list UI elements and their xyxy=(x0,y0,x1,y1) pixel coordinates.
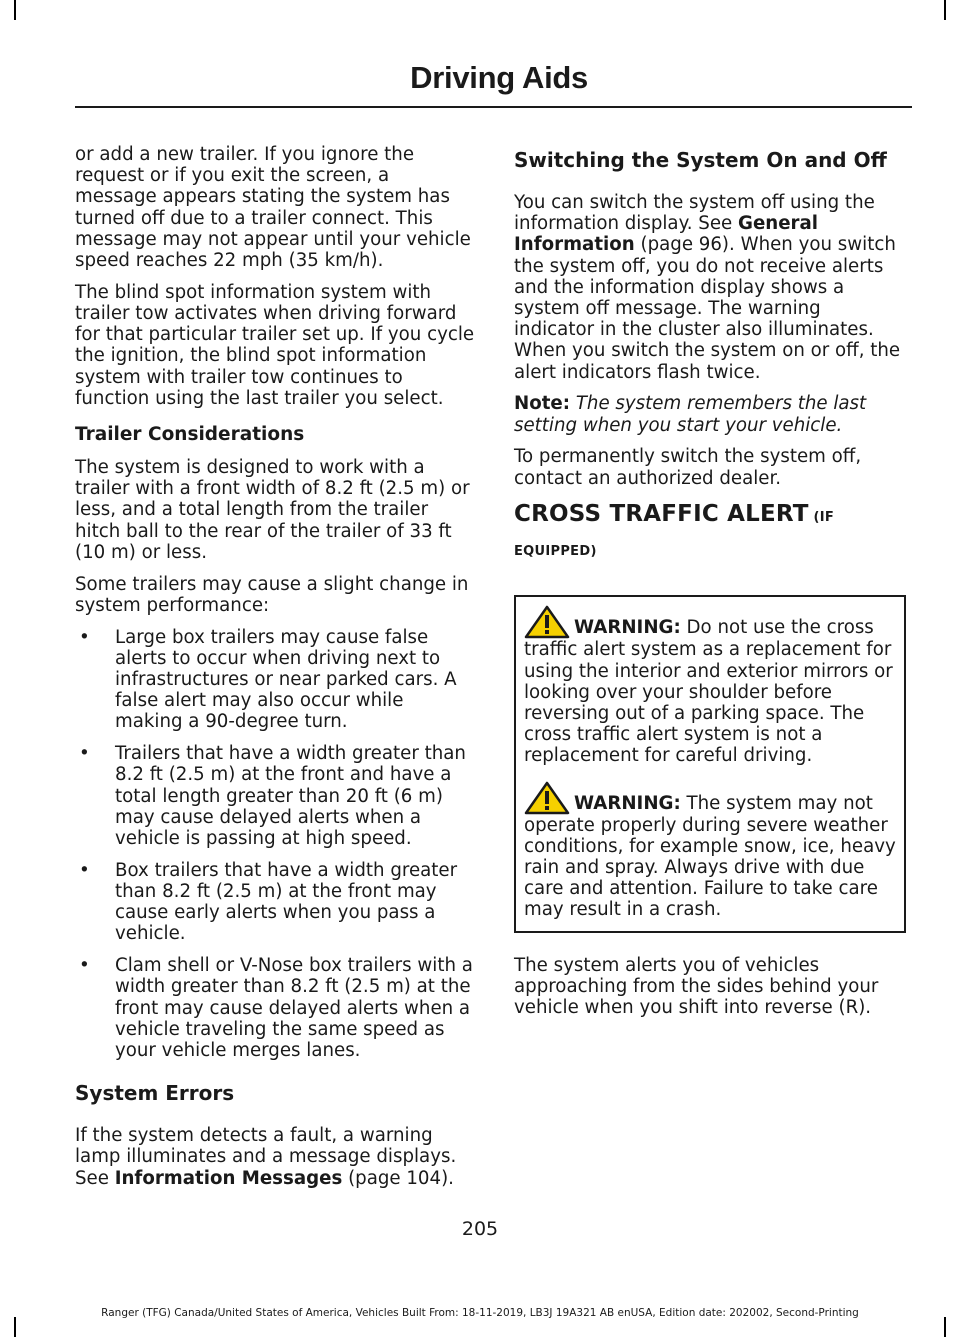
warning-item xyxy=(524,781,896,921)
header-divider xyxy=(75,106,912,108)
note-label: Note: xyxy=(514,393,571,415)
warning-triangle-icon xyxy=(524,781,570,815)
note-paragraph xyxy=(514,393,906,435)
heading-suffix: (IF EQUIPPED) xyxy=(514,510,835,560)
paragraph-trailer-tow-activation: The blind spot information system with trailer tow activates when driving forward for that particular trailer set up. If you cycle the ignition, the blind spot information system with trailer tow continues to function using the last trailer you select. xyxy=(75,281,475,409)
bullet-icon: • xyxy=(79,859,90,881)
paragraph-cross-traffic-description: The system alerts you of vehicles approaching from the sides behind your vehicle when you shift into reverse (R). xyxy=(514,954,879,1019)
heading-system-errors: System Errors xyxy=(75,1081,235,1106)
page-header-title: Driving Aids xyxy=(410,60,588,95)
paragraph-system-errors xyxy=(75,1125,475,1189)
paragraph-text: (page 96). When you switch the system off, you do not receive alerts and the information display shows a system off message. The warning indicator in the cluster also illuminates. When you switch the system on or off, the alert indicators flash twice. xyxy=(514,234,901,383)
note-text: The system remembers the last setting when you start your vehicle. xyxy=(514,393,867,436)
warning-box xyxy=(514,595,906,932)
list-item xyxy=(75,955,475,1061)
warning-label: WARNING: xyxy=(574,792,681,814)
bullet-icon: • xyxy=(79,743,90,765)
list-item xyxy=(75,860,475,945)
left-column xyxy=(75,144,475,1199)
heading-trailer-considerations: Trailer Considerations xyxy=(75,424,305,446)
bullet-icon: • xyxy=(79,626,90,648)
warning-item xyxy=(524,605,896,766)
page-number: 205 xyxy=(461,1218,499,1240)
bullet-icon: • xyxy=(79,955,90,977)
right-column xyxy=(514,144,906,1029)
paragraph-text: (page 104). xyxy=(342,1167,454,1189)
list-item-text: Clam shell or V-Nose box trailers with a width greater than 8.2 ft (2.5 m) at the front may cause delayed alerts when a vehicle traveling the same speed as your vehicle merges lanes. xyxy=(115,955,473,1062)
crop-mark-bottom-left xyxy=(14,1317,16,1337)
warning-label: WARNING: xyxy=(574,617,681,639)
warning-triangle-icon xyxy=(524,605,570,639)
heading-cross-traffic-alert xyxy=(514,499,906,567)
warning-text: The system may not operate properly during severe weather conditions, for example snow, ice, heavy rain and spray. Always drive with due care and attention. Failure to take care may result in a crash. xyxy=(524,792,896,921)
crop-mark-top-right xyxy=(944,0,946,20)
trailer-bullet-list xyxy=(75,627,475,1062)
list-item-text: Box trailers that have a width greater than 8.2 ft (2.5 m) at the front may cause early alerts when you pass a vehicle. xyxy=(115,859,458,945)
page-footer: Ranger (TFG) Canada/United States of America, Vehicles Built From: 18-11-2019, LB3J 19A321 AB enUSA, Edition date: 202002, Second-Printing xyxy=(101,1307,859,1319)
heading-text: CROSS TRAFFIC ALERT xyxy=(514,501,809,528)
list-item xyxy=(75,627,475,733)
xref-information-messages[interactable]: Information Messages xyxy=(114,1167,343,1189)
list-item-text: Large box trailers may cause false alerts to occur when driving next to infrastructures or near parked cars. A false alert may also occur while making a 90-degree turn. xyxy=(115,626,457,733)
xref-general-information[interactable]: General Information xyxy=(514,213,819,256)
paragraph-text: If the system detects a fault, a warning lamp illuminates and a message displays. See xyxy=(75,1125,457,1189)
paragraph-trailer-dimensions: The system is designed to work with a trailer with a front width of 8.2 ft (2.5 m) or less, and a total length from the trailer hitch ball to the rear of the trailer of 33 ft (10 m) or less. xyxy=(75,457,470,563)
heading-switching-system: Switching the System On and Off xyxy=(514,148,887,172)
paragraph-permanent-off: To permanently switch the system off, contact an authorized dealer. xyxy=(514,446,862,489)
paragraph-trailer-performance: Some trailers may cause a slight change in system performance: xyxy=(75,573,469,616)
paragraph-trailer-request: or add a new trailer. If you ignore the request or if you exit the screen, a message appears stating the system has turned off due to a trailer connect. This message may not appear until your vehicle speed reaches 22 mph (35 km/h). xyxy=(75,144,471,272)
list-item-text: Trailers that have a width greater than 8.2 ft (2.5 m) at the front and have a total length greater than 20 ft (6 m) may cause delayed alerts when a vehicle is passing at high speed. xyxy=(115,743,466,850)
list-item xyxy=(75,743,475,849)
paragraph-switching-system xyxy=(514,192,906,383)
paragraph-text: You can switch the system off using the information display. See xyxy=(514,192,875,235)
warning-text: Do not use the cross traffic alert system as a replacement for using the interior and exterior mirrors or looking over your shoulder before reversing out of a parking space. The cross traffic alert system is not a replacement for careful driving. xyxy=(524,617,893,767)
crop-mark-top-left xyxy=(14,0,16,20)
crop-mark-bottom-right xyxy=(944,1317,946,1337)
